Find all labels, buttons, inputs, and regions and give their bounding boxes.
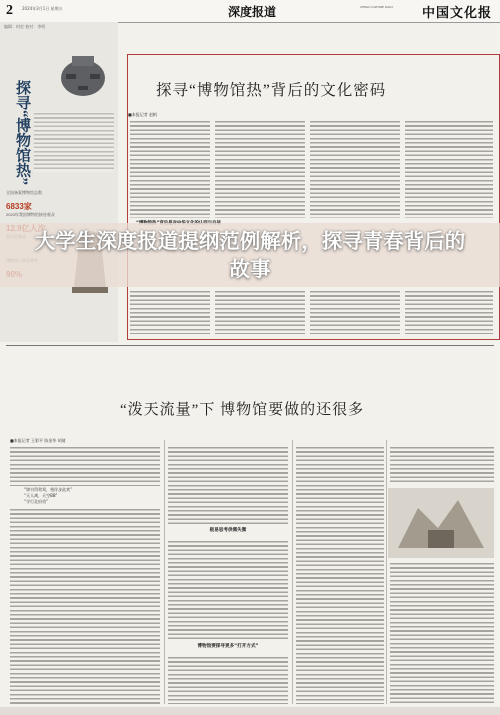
lead-column-3 <box>310 120 400 218</box>
stat-label: 全国备案博物馆总数 <box>6 190 42 195</box>
sidebar-panel <box>0 22 118 342</box>
sidebar-intro-text <box>34 112 114 172</box>
paper-name: 中国文化报 <box>421 5 492 20</box>
column-rule <box>386 440 387 704</box>
lower-column-4 <box>390 562 494 704</box>
lower-column-2-top <box>168 446 288 524</box>
lower-column-2b <box>168 656 288 704</box>
lower-column-2 <box>168 540 288 640</box>
stat-museum-count <box>6 190 42 214</box>
lower-column-4-top <box>390 446 494 484</box>
lead-column-4 <box>405 120 493 218</box>
column-rule <box>292 440 293 704</box>
lower-column-3 <box>296 446 384 704</box>
second-article-title: “泼天流量”下 博物馆要做的还很多 <box>120 402 365 418</box>
poem-line: “学行北府贵” <box>24 499 49 504</box>
lead-column-2b <box>215 290 305 334</box>
page-footer <box>0 707 500 715</box>
second-article-byline: ■本报记者 王彩平 陈金华 胡倩 <box>10 438 66 443</box>
lower-column-1-top <box>10 446 160 486</box>
masthead <box>0 0 500 23</box>
second-article-subhead: 极易思考供需失衡 <box>209 528 247 533</box>
second-article-subhead-2: 博物馆要探寻更多“打开方式” <box>197 644 259 649</box>
poem-line: “天人离，天空BB” <box>24 493 58 498</box>
stat-label: 2023年我国博物馆接待观众 <box>6 212 55 217</box>
museum-photo-icon <box>388 488 494 558</box>
overlay-banner-title: 大学生深度报道提纲范例解析，探寻青春背后的故事 <box>34 229 466 281</box>
lower-column-1 <box>10 508 160 704</box>
column-rule <box>164 440 165 704</box>
overlay-banner <box>0 223 500 287</box>
page-number: 2 <box>6 3 13 18</box>
lead-column-1b <box>130 290 210 334</box>
lead-column-3b <box>310 290 400 334</box>
section-divider <box>6 345 494 346</box>
lead-column-2 <box>215 120 305 218</box>
poem-quote-block <box>24 487 72 505</box>
lead-article-title: 探寻“博物馆热”背后的文化密码 <box>156 82 387 99</box>
lead-column-4b <box>405 290 493 334</box>
section-name: 深度报道 <box>228 5 277 19</box>
sidebar-editor-note: 编辑：何宏 校对：李明 <box>4 24 46 29</box>
paper-name-en: CHINA CULTURE DAILY <box>360 5 394 9</box>
stat-value: 6833家 <box>6 202 32 211</box>
sidebar-vertical-title: 探寻“博物馆热” <box>14 80 30 185</box>
bronze-head-icon <box>52 52 114 100</box>
lead-article-byline: ■本报记者 赵帆 <box>128 112 158 117</box>
poem-line: “锦书得鸳鸯，相伴步此欢” <box>24 487 73 492</box>
issue-date: 2024年3月1日 星期五 <box>22 6 63 11</box>
lead-column-1 <box>130 120 210 218</box>
